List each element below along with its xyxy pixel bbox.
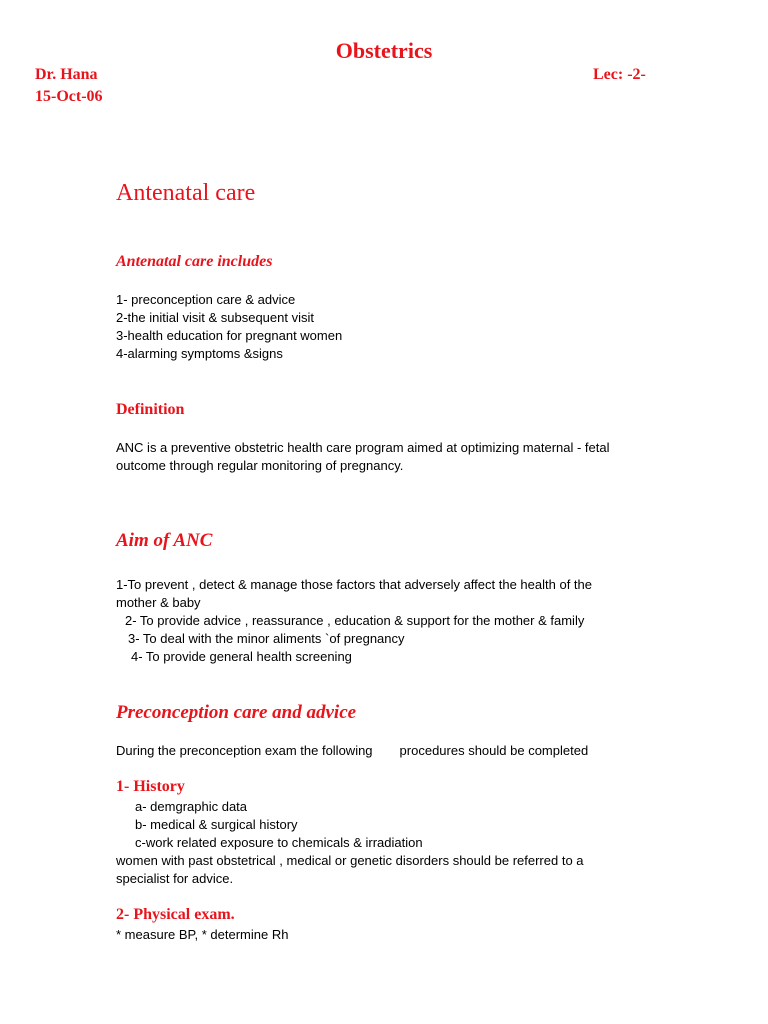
list-item: 2-the initial visit & subsequent visit: [116, 310, 314, 325]
lecture-date: 15-Oct-06: [35, 88, 103, 105]
history-note: women with past obstetrical , medical or genetic disorders should be referred to a specialist for advice.: [116, 853, 584, 886]
list-item: 4- To provide general health screening: [131, 649, 352, 664]
includes-list: [116, 291, 646, 363]
document-title: Obstetrics: [335, 38, 433, 63]
aim-heading: Aim of ANC: [116, 530, 213, 551]
lecture-number: Lec: -2-: [593, 66, 646, 83]
page-title: Antenatal care: [116, 180, 256, 206]
list-item: 4-alarming symptoms &signs: [116, 346, 283, 361]
list-item: a- demgraphic data: [135, 799, 248, 814]
list-item: 1-To prevent , detect & manage those factors that adversely affect the health of the mother & baby: [116, 577, 592, 610]
list-item: b- medical & surgical history: [135, 817, 298, 832]
list-item: 3-health education for pregnant women: [116, 328, 343, 343]
aim-list: [116, 576, 636, 666]
preconception-intro-part2: procedures should be completed: [399, 743, 589, 758]
preconception-intro: [116, 742, 588, 760]
list-item: 3- To deal with the minor aliments `of pregnancy: [128, 631, 405, 646]
definition-heading: Definition: [116, 401, 185, 418]
list-item: c-work related exposure to chemicals & irradiation: [135, 835, 423, 850]
list-item: 2- To provide advice , reassurance , education & support for the mother & family: [125, 613, 585, 628]
preconception-heading: Preconception care and advice: [116, 702, 357, 723]
physical-exam-text: * measure BP, * determine Rh: [116, 927, 289, 942]
preconception-intro-part1: During the preconception exam the following: [116, 743, 373, 758]
physical-exam-heading: 2- Physical exam.: [116, 906, 235, 923]
definition-text: ANC is a preventive obstetric health care program aimed at optimizing maternal - fetal outcome through regular monitoring of pregnancy.: [116, 440, 610, 473]
history-heading: 1- History: [116, 778, 185, 795]
list-item: 1- preconception care & advice: [116, 292, 296, 307]
includes-heading: Antenatal care includes: [116, 253, 273, 270]
doctor-name: Dr. Hana: [35, 66, 98, 83]
history-list: [116, 798, 646, 852]
